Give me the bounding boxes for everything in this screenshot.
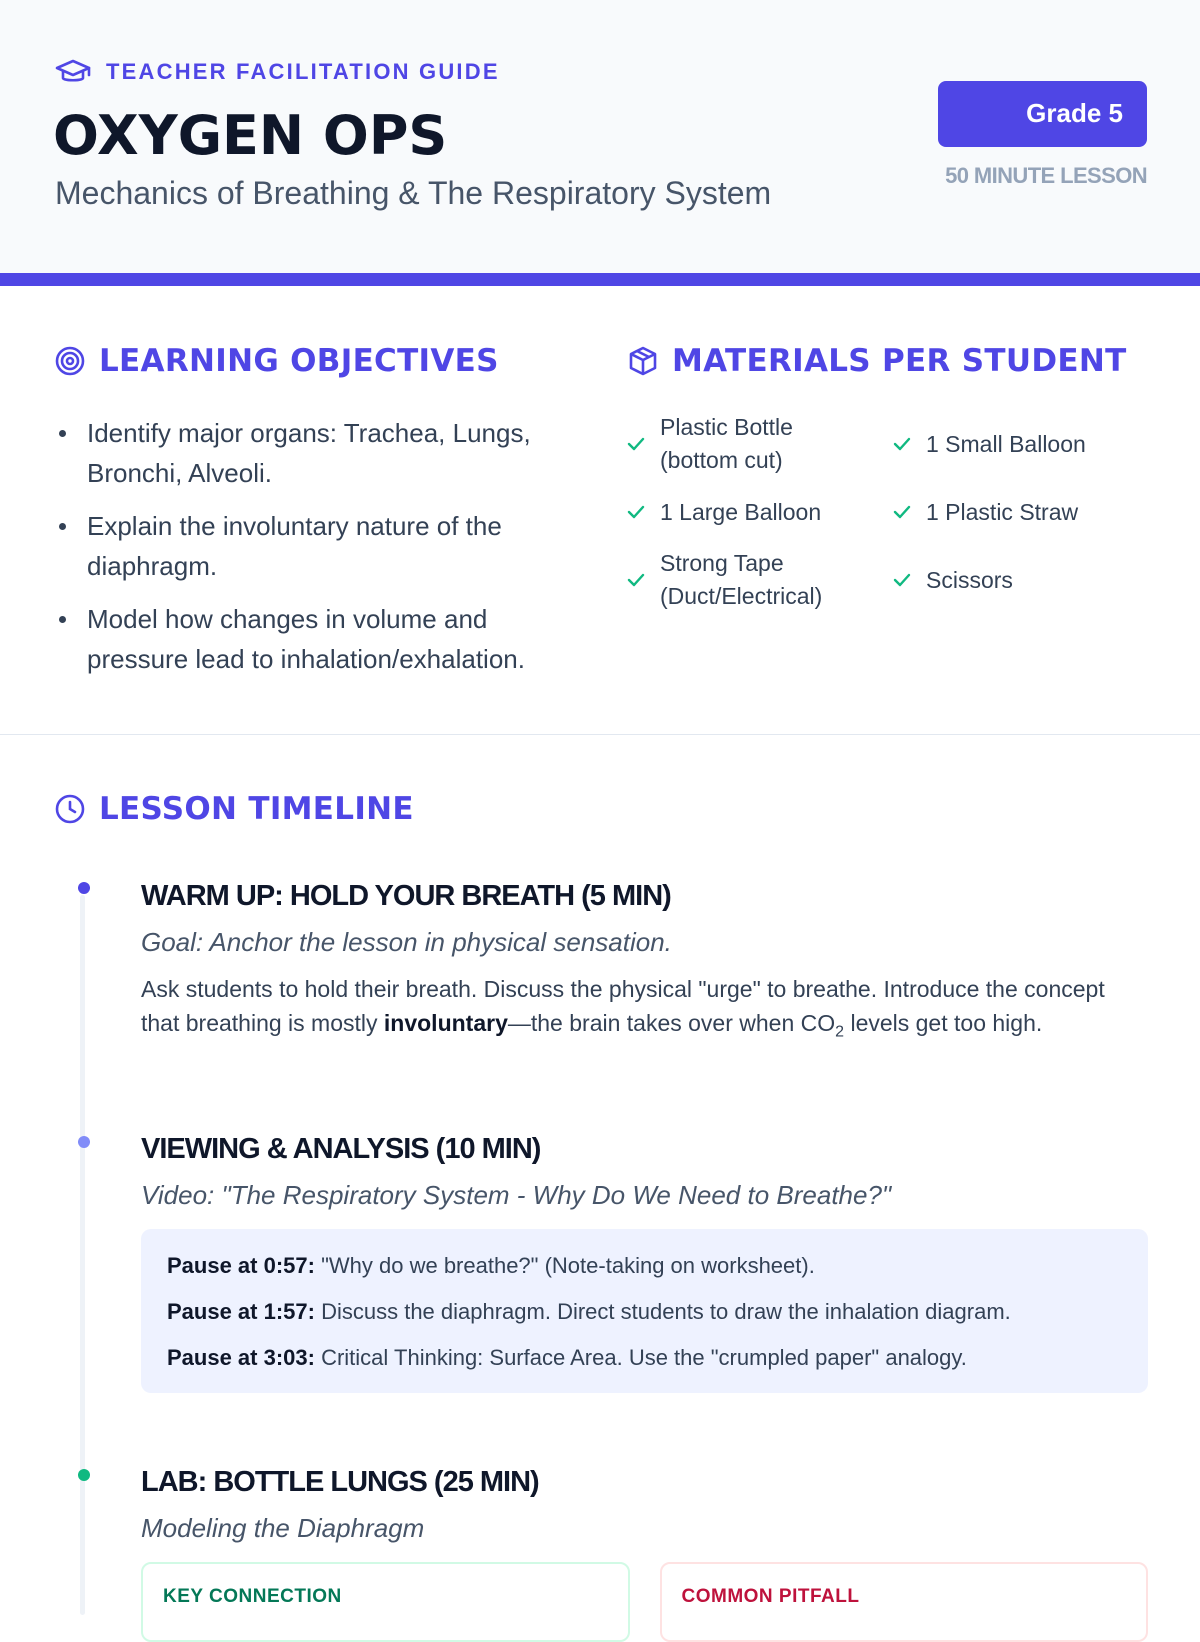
pause-text: "Why do we breathe?" (Note-taking on worksheet). — [314, 1253, 815, 1278]
material-item — [892, 411, 1146, 477]
list-item: Identify major organs: Trachea, Lungs, Bronchi, Alveoli. — [55, 413, 595, 493]
graduation-cap-icon — [55, 58, 91, 86]
list-item: Explain the involuntary nature of the diaphragm. — [55, 506, 595, 586]
material-label: 1 Large Balloon — [660, 498, 822, 525]
clock-icon — [55, 794, 85, 824]
check-icon — [626, 570, 646, 590]
material-item — [626, 483, 892, 541]
timeline-dot-lab — [78, 1469, 90, 1481]
pause-time: Pause at 1:57: — [167, 1299, 315, 1324]
pause-points — [141, 1229, 1148, 1393]
viewing-title: VIEWING & ANALYSIS (10 MIN) — [141, 1133, 541, 1165]
material-label: Scissors — [926, 566, 1013, 593]
check-icon — [626, 434, 646, 454]
check-icon — [626, 502, 646, 522]
material-label: 1 Plastic Straw — [926, 498, 1079, 525]
co2-subscript: 2 — [835, 1023, 845, 1041]
eyebrow — [55, 58, 500, 86]
lesson-timeline — [55, 791, 1148, 827]
timeline-dot-viewing — [78, 1136, 90, 1148]
warmup-text-b: —the brain takes over when CO — [507, 1010, 836, 1036]
pause-row — [167, 1343, 1122, 1373]
warmup-title: WARM UP: HOLD YOUR BREATH (5 MIN) — [141, 880, 671, 912]
learning-objectives — [55, 343, 595, 692]
material-item — [626, 411, 892, 477]
lesson-duration: 50 MINUTE LESSON — [945, 163, 1147, 188]
check-icon — [892, 434, 912, 454]
box-icon — [628, 346, 658, 376]
pause-row — [167, 1297, 1122, 1327]
material-item — [892, 547, 1146, 613]
timeline-dot-warmup — [78, 882, 90, 894]
pause-row — [167, 1251, 1122, 1281]
section-divider — [0, 734, 1200, 735]
check-icon — [892, 502, 912, 522]
material-label: 1 Small Balloon — [926, 430, 1086, 457]
material-label: Plastic Bottle (bottom cut) — [660, 414, 793, 473]
material-label: Strong Tape (Duct/Electrical) — [660, 550, 823, 609]
lab-subtitle: Modeling the Diaphragm — [141, 1513, 425, 1543]
timeline-item-lab — [141, 1466, 1148, 1642]
objectives-list — [55, 413, 595, 679]
check-icon — [892, 570, 912, 590]
warmup-text-a: Ask students to hold their breath. Discuss the physical "urge" to breathe. Introduce the concept that breathing is mostly — [141, 976, 1105, 1036]
common-pitfall-card: COMMON PITFALL — [660, 1562, 1149, 1642]
timeline-item-warmup — [141, 880, 1148, 1050]
guide-header — [0, 0, 1200, 286]
objectives-heading-label: LEARNING OBJECTIVES — [99, 343, 499, 379]
pause-text: Discuss the diaphragm. Direct students to draw the inhalation diagram. — [314, 1299, 1011, 1324]
material-item — [626, 547, 892, 613]
warmup-description — [141, 972, 1148, 1050]
page-subtitle: Mechanics of Breathing & The Respiratory System — [55, 175, 772, 211]
eyebrow-label: TEACHER FACILITATION GUIDE — [106, 59, 500, 84]
materials-per-student — [628, 343, 1148, 613]
timeline-track — [80, 895, 85, 1615]
warmup-text-c: levels get too high. — [844, 1010, 1043, 1036]
video-title: Video: "The Respiratory System - Why Do We Need to Breathe?" — [141, 1180, 892, 1210]
lab-callouts — [141, 1562, 1148, 1642]
target-icon — [55, 346, 85, 376]
materials-heading — [628, 343, 1148, 379]
grade-badge: Grade 5 — [938, 81, 1147, 147]
pause-time: Pause at 3:03: — [167, 1345, 315, 1370]
warmup-goal: Goal: Anchor the lesson in physical sensation. — [141, 927, 672, 957]
pause-text: Critical Thinking: Surface Area. Use the "crumpled paper" analogy. — [314, 1345, 967, 1370]
warmup-text-bold: involuntary — [383, 1010, 508, 1036]
pause-time: Pause at 0:57: — [167, 1253, 315, 1278]
timeline-heading-label: LESSON TIMELINE — [99, 791, 414, 827]
material-item — [892, 483, 1146, 541]
objectives-heading — [55, 343, 595, 379]
materials-heading-label: MATERIALS PER STUDENT — [672, 343, 1127, 379]
key-connection-card: KEY CONNECTION — [141, 1562, 630, 1642]
materials-list — [626, 411, 1146, 613]
timeline-heading — [55, 791, 1148, 827]
lab-title: LAB: BOTTLE LUNGS (25 MIN) — [141, 1466, 539, 1498]
page-title: OXYGEN OPS — [53, 104, 448, 167]
timeline-item-viewing — [141, 1133, 1148, 1393]
list-item: Model how changes in volume and pressure lead to inhalation/exhalation. — [55, 599, 595, 679]
